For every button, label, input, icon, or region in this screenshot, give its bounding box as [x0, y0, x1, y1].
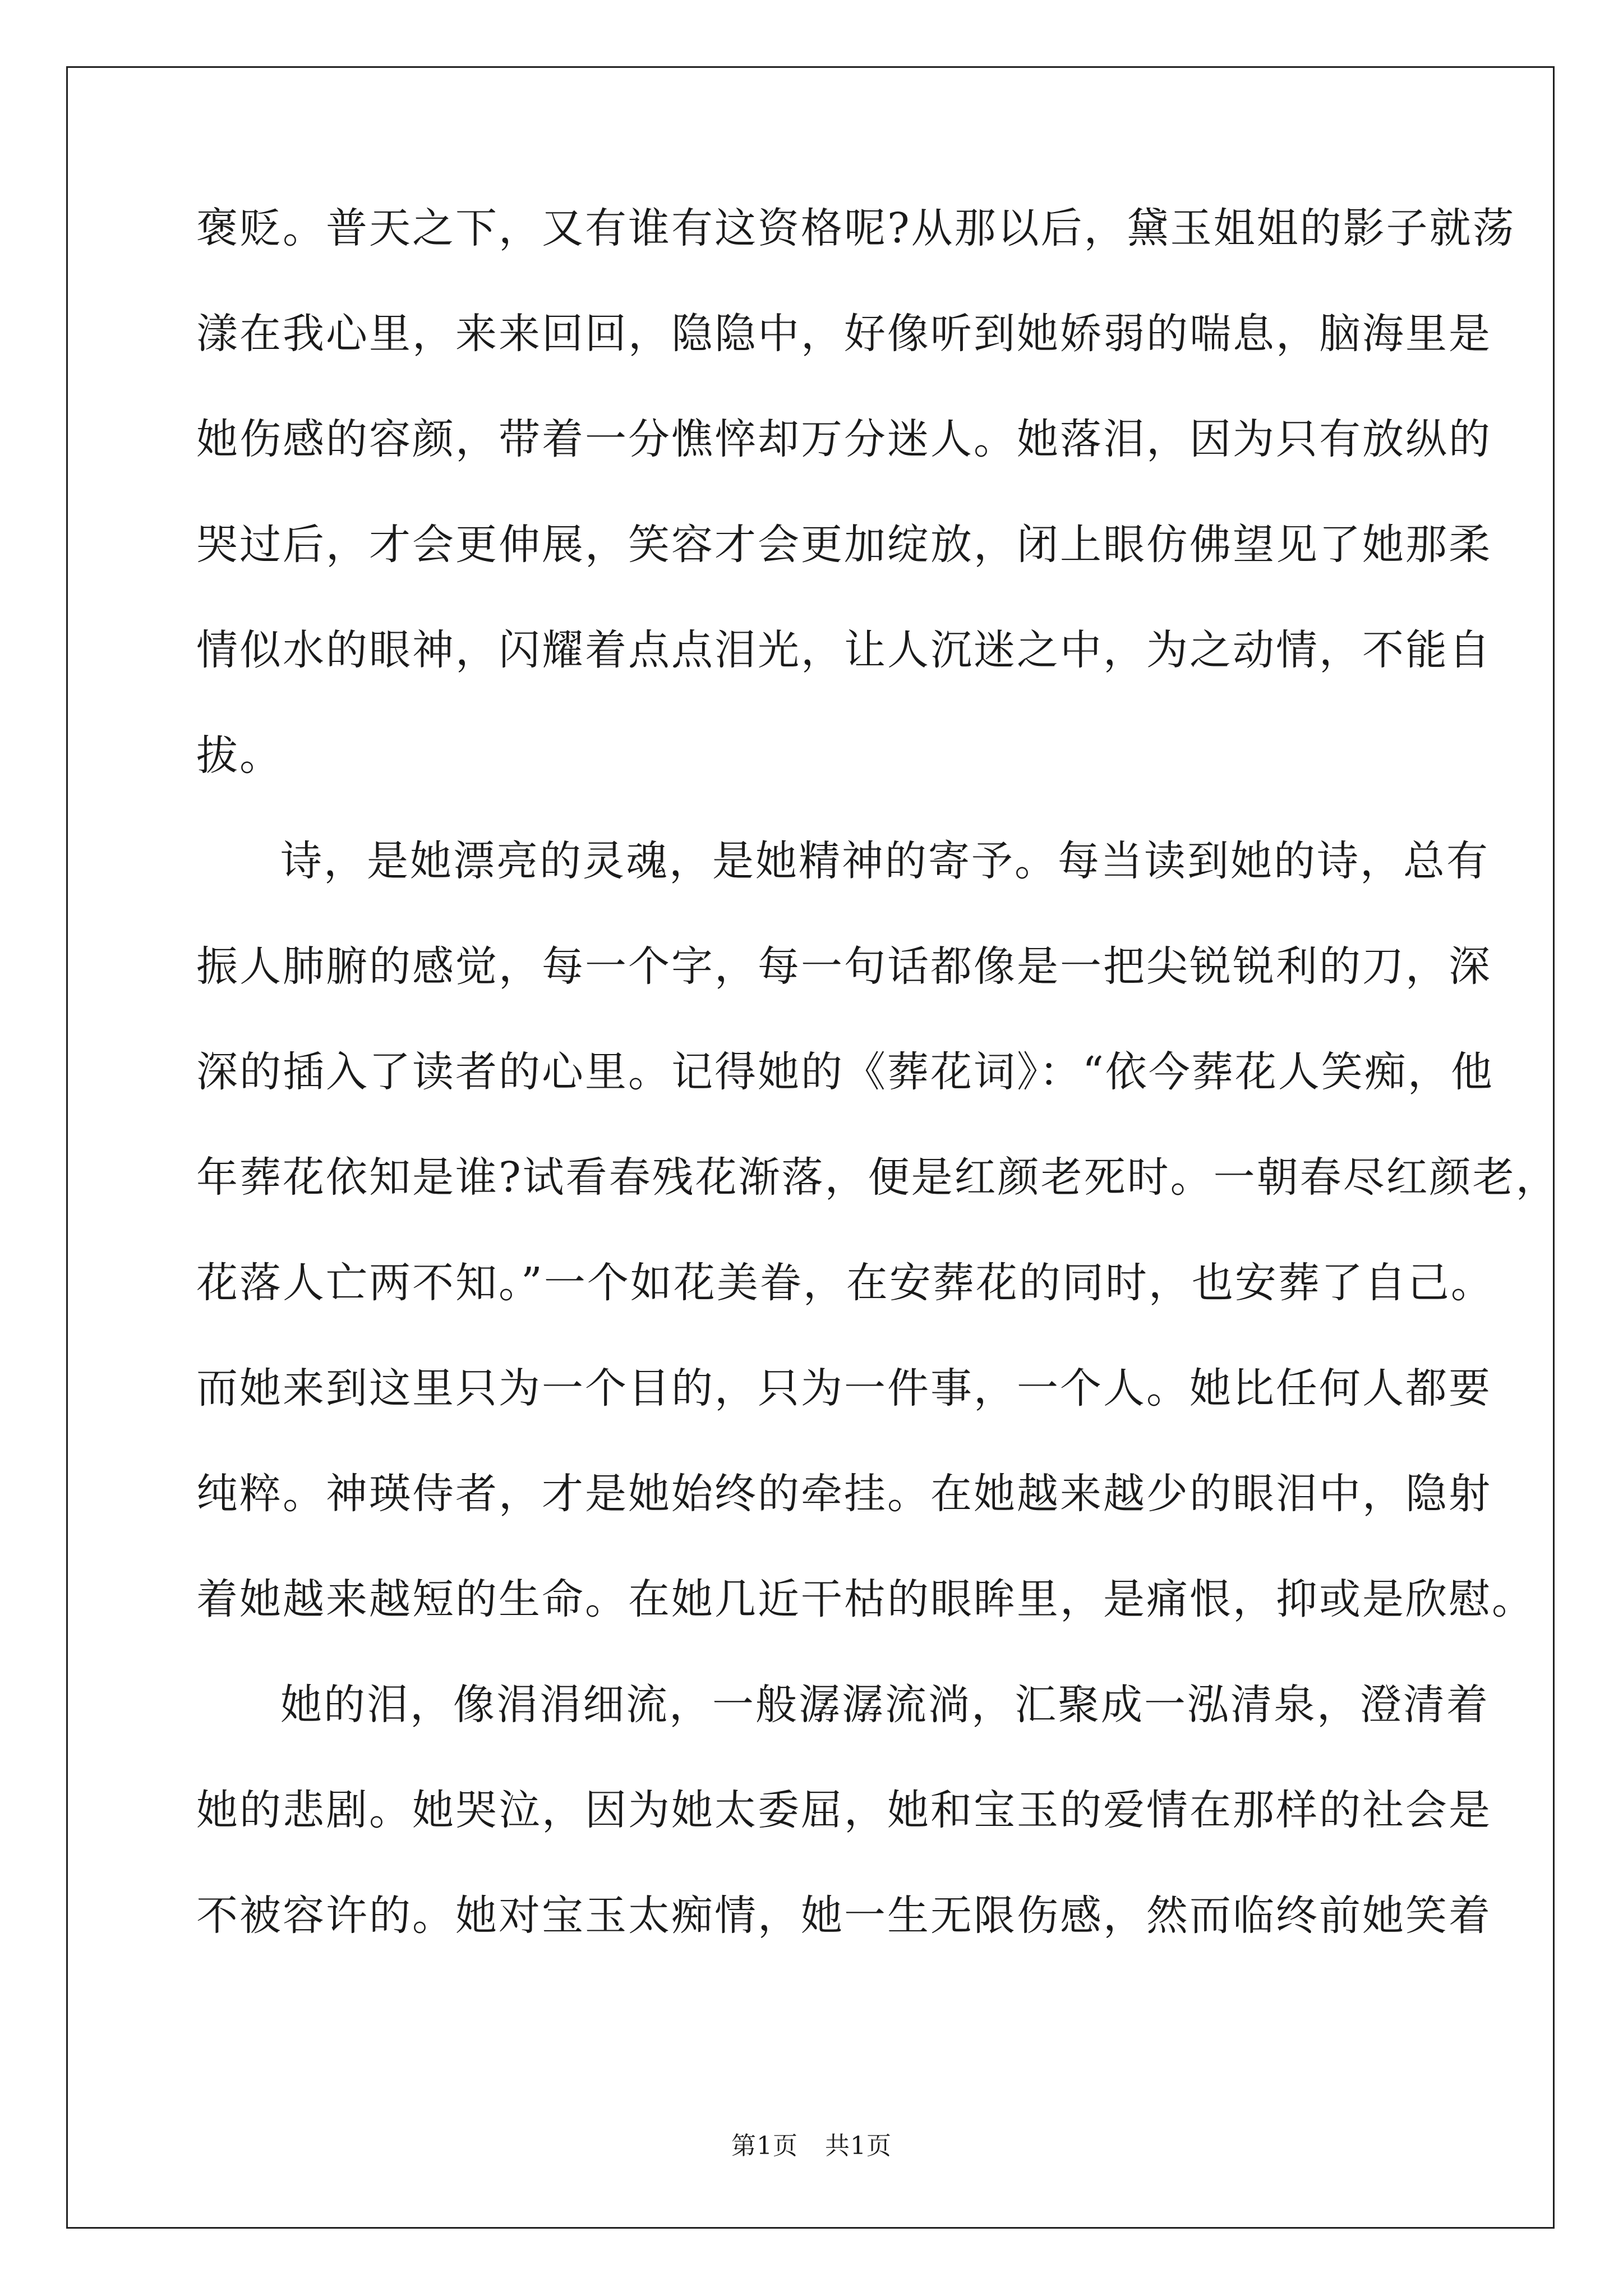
paragraph-first-line: 她的泪，像涓涓细流，一般潺潺流淌，汇聚成一泓清泉，澄清着 [280, 1681, 1490, 1729]
text-line: 她的悲剧。她哭泣，因为她太委屈，她和宝玉的爱情在那样的社会是 [196, 1786, 1492, 1834]
text-line: 花落人亡两不知。”一个如花美眷，在安葬花的同时，也安葬了自己。 [196, 1259, 1494, 1307]
text-line: 着她越来越短的生命。在她几近干枯的眼眸里，是痛恨，抑或是欣慰。 [196, 1575, 1535, 1623]
page-number: 第1页 [731, 2132, 798, 2160]
text-line: 褒贬。普天之下，又有谁有这资格呢?从那以后，黛玉姐姐的影子就荡 [196, 204, 1516, 252]
text-line: 深的插入了读者的心里。记得她的《葬花词》：“依今葬花人笑痴，他 [196, 1048, 1494, 1096]
page-footer [0, 2129, 1623, 2163]
text-line: 情似水的眼神，闪耀着点点泪光，让人沉迷之中，为之动情，不能自 [196, 626, 1492, 674]
text-line: 不被容许的。她对宝玉太痴情，她一生无限伤感，然而临终前她笑着 [196, 1892, 1492, 1940]
text-line: 而她来到这里只为一个目的，只为一件事，一个人。她比任何人都要 [196, 1364, 1492, 1412]
text-line: 年葬花依知是谁?试看春残花渐落，便是红颜老死时。一朝春尽红颜老， [196, 1153, 1559, 1202]
text-line: 她伤感的容颜，带着一分憔悴却万分迷人。她落泪，因为只有放纵的 [196, 415, 1492, 463]
text-line: 哭过后，才会更伸展，笑容才会更加绽放，闭上眼仿佛望见了她那柔 [196, 521, 1492, 569]
paragraph-first-line: 诗，是她漂亮的灵魂，是她精神的寄予。每当读到她的诗，总有 [280, 837, 1490, 885]
page-total: 共1页 [825, 2132, 892, 2160]
text-line: 拔。 [196, 731, 283, 780]
text-line: 振人肺腑的感觉，每一个字，每一句话都像是一把尖锐锐利的刀，深 [196, 942, 1492, 991]
text-line: 纯粹。神瑛侍者，才是她始终的牵挂。在她越来越少的眼泪中，隐射 [196, 1470, 1492, 1518]
text-line: 漾在我心里，来来回回，隐隐中，好像听到她娇弱的喘息，脑海里是 [196, 310, 1492, 358]
document-body [196, 202, 1559, 1995]
